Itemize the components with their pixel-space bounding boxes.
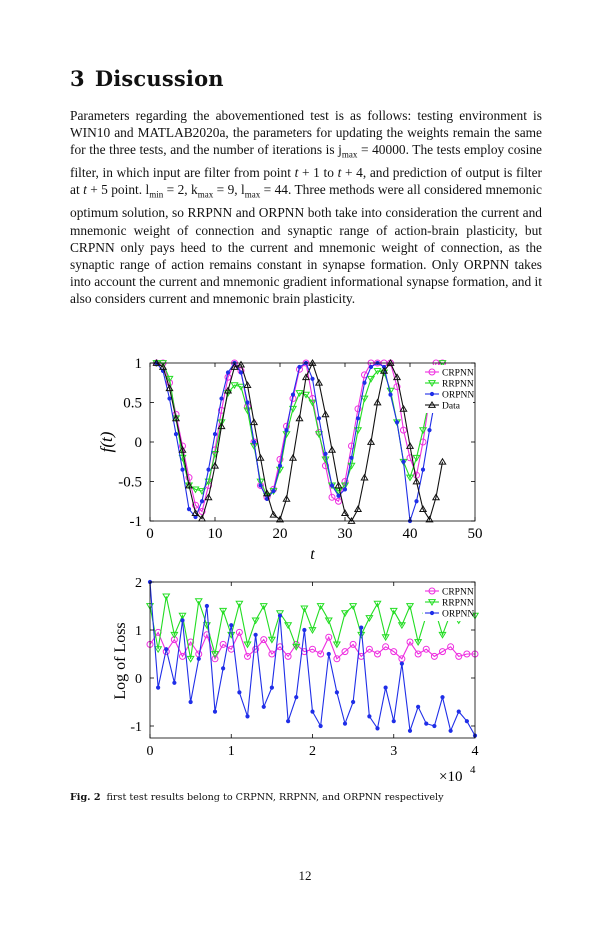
- data-point-orpnn: [298, 365, 302, 369]
- data-point-orpnn: [457, 710, 461, 714]
- series-crpnn: [147, 629, 478, 661]
- data-point-orpnn: [246, 715, 250, 719]
- data-point-orpnn: [376, 727, 380, 731]
- data-point-orpnn: [207, 468, 211, 472]
- data-point-orpnn: [343, 488, 347, 492]
- data-point-orpnn: [428, 428, 432, 432]
- data-point-orpnn: [220, 397, 224, 401]
- data-point-orpnn: [359, 626, 363, 630]
- y-tick-label: 1: [134, 356, 142, 372]
- data-point-orpnn: [317, 417, 321, 421]
- data-point-orpnn: [174, 432, 178, 436]
- data-point-orpnn: [335, 691, 339, 695]
- data-point-orpnn: [294, 695, 298, 699]
- data-point-orpnn: [389, 393, 393, 397]
- data-point-orpnn: [272, 489, 276, 493]
- data-point-orpnn: [213, 432, 217, 436]
- data-point-orpnn: [327, 652, 331, 656]
- x-tick-label: 4: [471, 744, 479, 759]
- data-point-orpnn: [433, 724, 437, 728]
- legend-label-orpnn: ORPNN: [442, 609, 475, 620]
- data-point-orpnn: [197, 657, 201, 661]
- x-tick-label: 0: [146, 744, 154, 759]
- page-number: 12: [298, 868, 312, 883]
- series-line-crpnn: [150, 632, 475, 658]
- chart-panel-trajectory: [97, 356, 483, 563]
- data-point-orpnn: [351, 700, 355, 704]
- data-point-orpnn: [285, 428, 289, 432]
- legend-label-rrpnn: RRPNN: [442, 379, 474, 390]
- data-point-orpnn: [369, 365, 373, 369]
- data-point-orpnn: [465, 719, 469, 723]
- y-tick-label: 0.5: [123, 395, 142, 412]
- data-point-orpnn: [368, 715, 372, 719]
- data-point-orpnn: [189, 700, 193, 704]
- data-point-orpnn: [416, 705, 420, 709]
- y-tick-label: 0: [135, 672, 142, 687]
- data-point-orpnn: [424, 722, 428, 726]
- data-point-orpnn: [441, 695, 445, 699]
- chart-panel-loss: [112, 576, 479, 785]
- x-tick-label: 40: [402, 526, 418, 542]
- data-point-orpnn: [395, 420, 399, 424]
- data-point-orpnn: [270, 686, 274, 690]
- series-line-rrpnn: [157, 363, 443, 496]
- section-number: 3: [70, 66, 85, 91]
- data-point-orpnn: [181, 468, 185, 472]
- data-point-orpnn: [408, 729, 412, 733]
- y-axis-label: Log of Loss: [112, 622, 129, 700]
- legend-label-crpnn: CRPNN: [442, 368, 474, 379]
- data-point-orpnn: [221, 667, 225, 671]
- data-point-orpnn: [259, 484, 263, 488]
- y-tick-label: -0.5: [118, 474, 142, 491]
- data-point-orpnn: [254, 633, 258, 637]
- data-point-orpnn: [400, 662, 404, 666]
- data-point-orpnn: [311, 710, 315, 714]
- data-point-orpnn: [262, 705, 266, 709]
- x-tick-label: 0: [146, 526, 154, 542]
- legend-label-crpnn: CRPNN: [442, 587, 474, 598]
- series-data: [153, 360, 445, 523]
- x-axis-multiplier: ×10: [439, 769, 463, 785]
- data-point-orpnn: [205, 604, 209, 608]
- data-point-orpnn: [324, 452, 328, 456]
- data-point-orpnn: [356, 417, 360, 421]
- legend-label-orpnn: ORPNN: [442, 390, 475, 401]
- data-point-orpnn: [330, 484, 334, 488]
- data-point-orpnn: [278, 464, 282, 468]
- y-axis-label: f(t): [97, 431, 116, 453]
- caption-label: Fig. 2: [70, 792, 101, 803]
- figure-caption: [70, 792, 550, 803]
- data-point-orpnn: [181, 619, 185, 623]
- data-point-orpnn: [449, 729, 453, 733]
- data-point-orpnn: [226, 371, 230, 375]
- data-point-orpnn: [402, 460, 406, 464]
- x-axis-multiplier-exponent: 4: [470, 764, 476, 776]
- body-paragraph: Parameters regarding the abovementioned test is as follows: testing environment is WIN10 and MATLAB2020a, the parameters for updating the weights remain the same for the three tests, and the number of iterations is $j_{max} = 40000$. The tests employ cosine filter, in which input are filter from point t + 1 to t + 4, and prediction of output is filter at t + 5 point. $l_{min} = 2$, $k_{max} = 9$, $l_{max} = 44$. Three methods were all considered mnemonic optimum solution, so RRPNN and ORPNN both take into consideration the current and mnemonic weight of connection and synaptic range of action-brain plasticity, but CRPNN only pays heed to the current and mnemonic weight of connection, as the synaptic range of action remains constant in synapse formation. Only ORPNN takes into account the current and mnemonic gradient informational synapse formation, and it also considers current and mnemonic brain plasticity.: [70, 108, 542, 307]
- data-point-orpnn: [229, 623, 233, 627]
- data-point-orpnn: [200, 499, 204, 503]
- data-point-orpnn: [187, 507, 191, 511]
- data-point-orpnn: [291, 393, 295, 397]
- legend: [423, 584, 474, 621]
- legend-label-rrpnn: RRPNN: [442, 598, 474, 609]
- section-title: Discussion: [94, 66, 224, 91]
- data-point-orpnn: [239, 371, 243, 375]
- data-point-orpnn: [246, 401, 250, 405]
- data-point-orpnn: [421, 468, 425, 472]
- data-point-orpnn: [392, 719, 396, 723]
- y-tick-label: -1: [130, 720, 142, 735]
- figure-2: [0, 345, 610, 785]
- legend: [423, 365, 474, 413]
- data-point-orpnn: [311, 377, 315, 381]
- y-tick-label: 1: [135, 624, 142, 639]
- x-tick-label: 10: [207, 526, 223, 542]
- data-point-orpnn: [384, 686, 388, 690]
- x-tick-label: 50: [467, 526, 483, 542]
- x-tick-label: 30: [337, 526, 353, 542]
- data-point-orpnn: [238, 691, 242, 695]
- section-heading: [70, 66, 224, 91]
- caption-text: first test results belong to CRPNN, RRPNN, and ORPNN respectively: [106, 792, 444, 803]
- data-point-orpnn: [343, 722, 347, 726]
- data-point-orpnn: [363, 381, 367, 385]
- data-point-orpnn: [350, 456, 354, 460]
- data-point-orpnn: [213, 710, 217, 714]
- y-tick-label: 2: [135, 576, 142, 591]
- series-orpnn: [155, 361, 445, 523]
- legend-marker-orpnn: [430, 392, 434, 396]
- data-point-orpnn: [168, 397, 172, 401]
- x-axis-label: t: [310, 546, 315, 563]
- data-point-orpnn: [156, 686, 160, 690]
- data-point-orpnn: [252, 440, 256, 444]
- legend-label-data: Data: [442, 401, 460, 412]
- legend-marker-orpnn: [430, 611, 434, 615]
- series-crpnn: [154, 360, 446, 515]
- y-tick-label: 0: [134, 435, 142, 451]
- data-point-orpnn: [164, 647, 168, 651]
- series-rrpnn: [153, 361, 445, 499]
- x-tick-label: 2: [309, 744, 316, 759]
- data-point-orpnn: [173, 681, 177, 685]
- x-tick-label: 1: [227, 744, 235, 759]
- data-point-orpnn: [337, 494, 341, 498]
- data-point-orpnn: [278, 614, 282, 618]
- y-tick-label: -1: [129, 514, 142, 530]
- data-point-orpnn: [415, 499, 419, 503]
- data-point-orpnn: [303, 628, 307, 632]
- data-point-orpnn: [319, 724, 323, 728]
- x-tick-label: 3: [390, 744, 398, 759]
- data-point-orpnn: [286, 719, 290, 723]
- x-tick-label: 20: [272, 526, 288, 542]
